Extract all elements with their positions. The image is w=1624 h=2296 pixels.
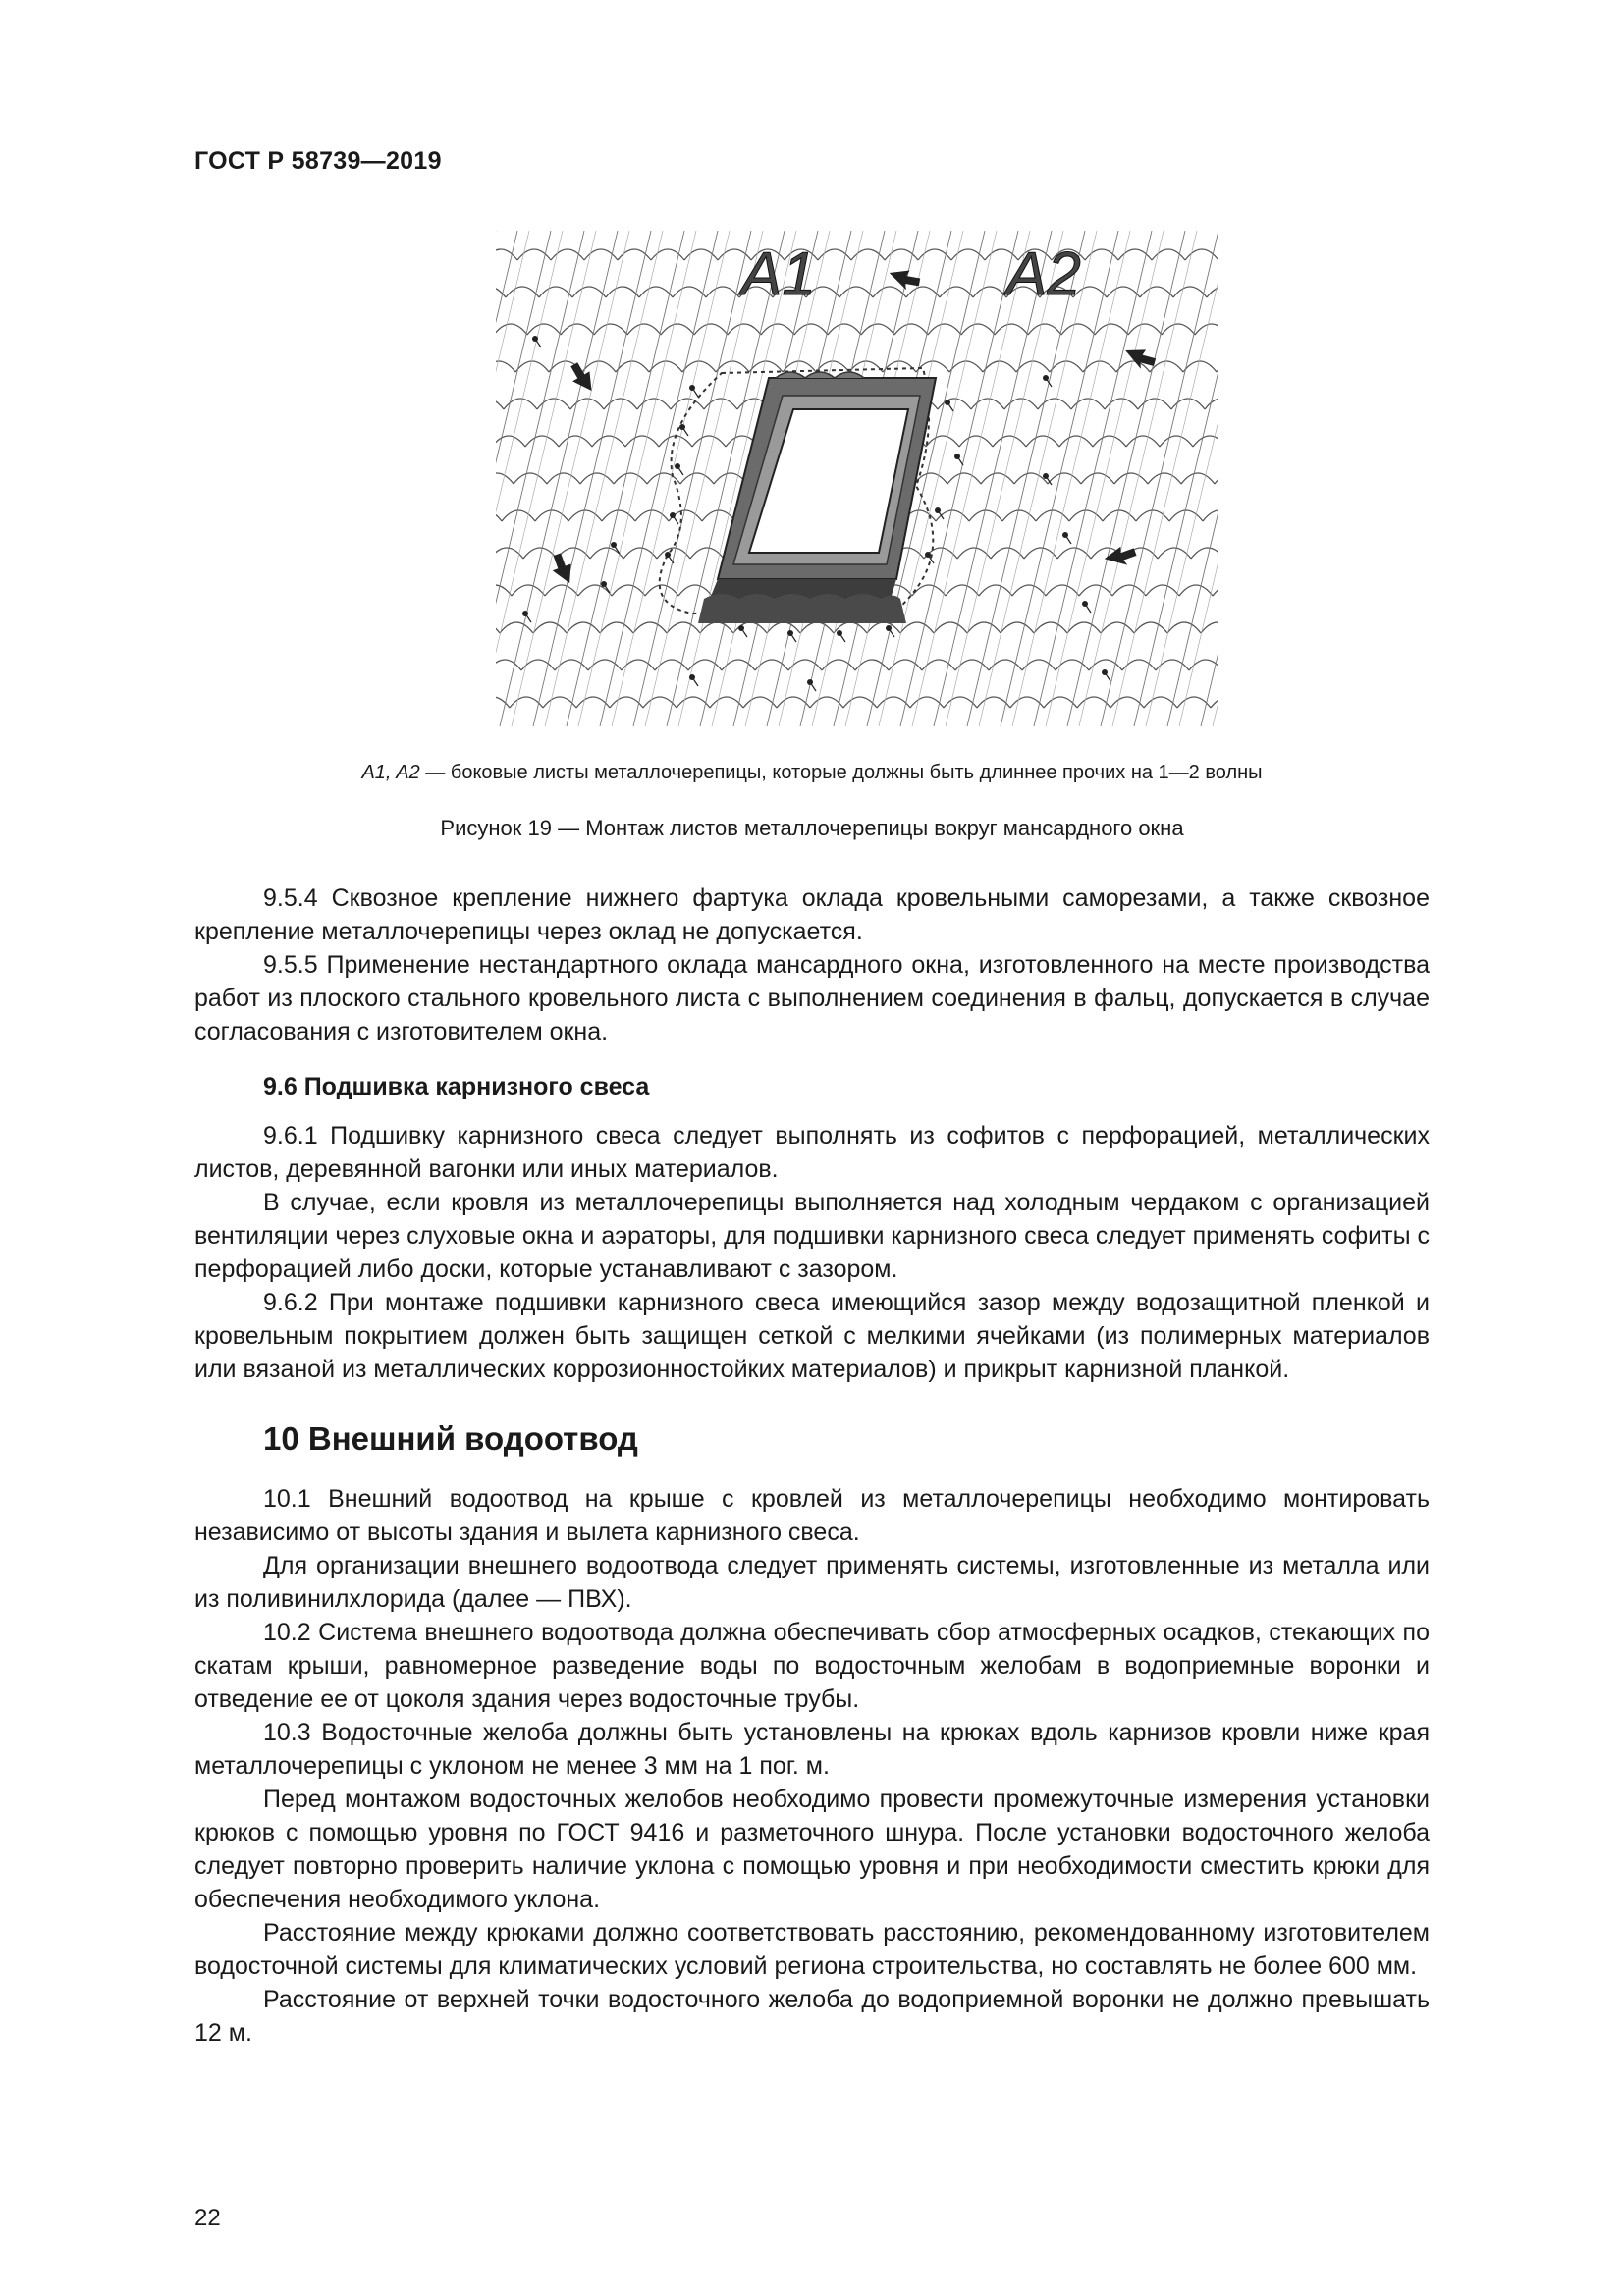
paragraph-9-5-4: 9.5.4 Сквозное крепление нижнего фартука оклада кровельными саморезами, а также сквозное крепление металлочерепицы через оклад не допускается. [194, 884, 1430, 945]
paragraph-9-6-2: 9.6.2 При монтаже подшивки карнизного свеса имеющийся зазор между водозащитной пленкой и кровельным покрытием должен быть защищен сеткой с мелкими ячейками (из полимерных материалов или вязаной из металлических коррозионностойких материалов) и прикрыт карнизной планкой. [194, 1289, 1430, 1383]
figure-legend [0, 762, 1624, 784]
paragraph-10-3c: Расстояние между крюками должно соответствовать расстоянию, рекомендованному изготовителем водосточной системы для климатических условий региона строительства, но составлять не более 600 мм. [194, 1919, 1430, 1980]
paragraph-10-2: 10.2 Система внешнего водоотвода должна обеспечивать сбор атмосферных осадков, стекающих по скатам крыши, равномерное разведение воды по водосточным желобам в водоприемные воронки и отведение ее от цоколя здания через водосточные трубы. [194, 1619, 1430, 1713]
paragraph-9-6-1b: В случае, если кровля из металлочерепицы выполняется над холодным чердаком с организацией вентиляции через слуховые окна и аэраторы, для подшивки карнизного свеса следует применять софиты с перфорацией либо доски, которые устанавливают с зазором. [194, 1189, 1430, 1283]
paragraph-10-3b: Перед монтажом водосточных желобов необходимо провести промежуточные измерения установки крюков с помощью уровня по ГОСТ 9416 и разметочного шнура. После установки водосточного желоба следует повторно проверить наличие уклона с помощью уровня и при необходимости сместить крюки для обеспечения необходимого уклона. [194, 1786, 1430, 1913]
paragraph-9-5-5: 9.5.5 Применение нестандартного оклада мансардного окна, изготовленного на месте производства работ из плоского стального кровельного листа с выполнением соединения в фальц, допускается в случае согласования с изготовителем окна. [194, 951, 1430, 1045]
heading-10: 10 Внешний водоотвод [263, 1420, 638, 1457]
paragraph-10-1: 10.1 Внешний водоотвод на крыше с кровлей из металлочерепицы необходимо монтировать независимо от высоты здания и вылета карнизного свеса. [194, 1485, 1430, 1546]
page-number: 22 [194, 2205, 221, 2231]
figure-legend-text: — боковые листы металлочерепицы, которые должны быть длиннее прочих на 1—2 волны [419, 762, 1263, 783]
label-a1: A1 [741, 240, 816, 308]
paragraph-9-6-1: 9.6.1 Подшивку карнизного свеса следует выполнять из софитов с перфорацией, металлических листов, деревянной вагонки или иных материалов. [194, 1122, 1430, 1183]
paragraph-10-3d: Расстояние от верхней точки водосточного желоба до водоприемной воронки не должно превышать 12 м. [194, 1986, 1430, 2047]
metal-tile-roof-illustration [496, 231, 1218, 726]
heading-9-6: 9.6 Подшивка карнизного свеса [263, 1073, 650, 1100]
figure-caption: Рисунок 19 — Монтаж листов металлочерепицы вокруг мансардного окна [440, 816, 1184, 840]
paragraph-10-1b: Для организации внешнего водоотвода следует применять системы, изготовленные из металла или из поливинилхлорида (далее — ПВХ). [194, 1552, 1430, 1613]
document-code-header: ГОСТ Р 58739—2019 [194, 147, 442, 175]
roof-window-figure [496, 231, 1218, 726]
paragraph-10-3: 10.3 Водосточные желоба должны быть установлены на крюках вдоль карнизов кровли ниже края металлочерепицы с уклоном не менее 3 мм на 1 пог. м. [194, 1719, 1430, 1780]
document-body [194, 881, 1430, 2050]
figure-legend-labels: A1, A2 [361, 762, 420, 783]
label-a2: A2 [1006, 240, 1081, 308]
